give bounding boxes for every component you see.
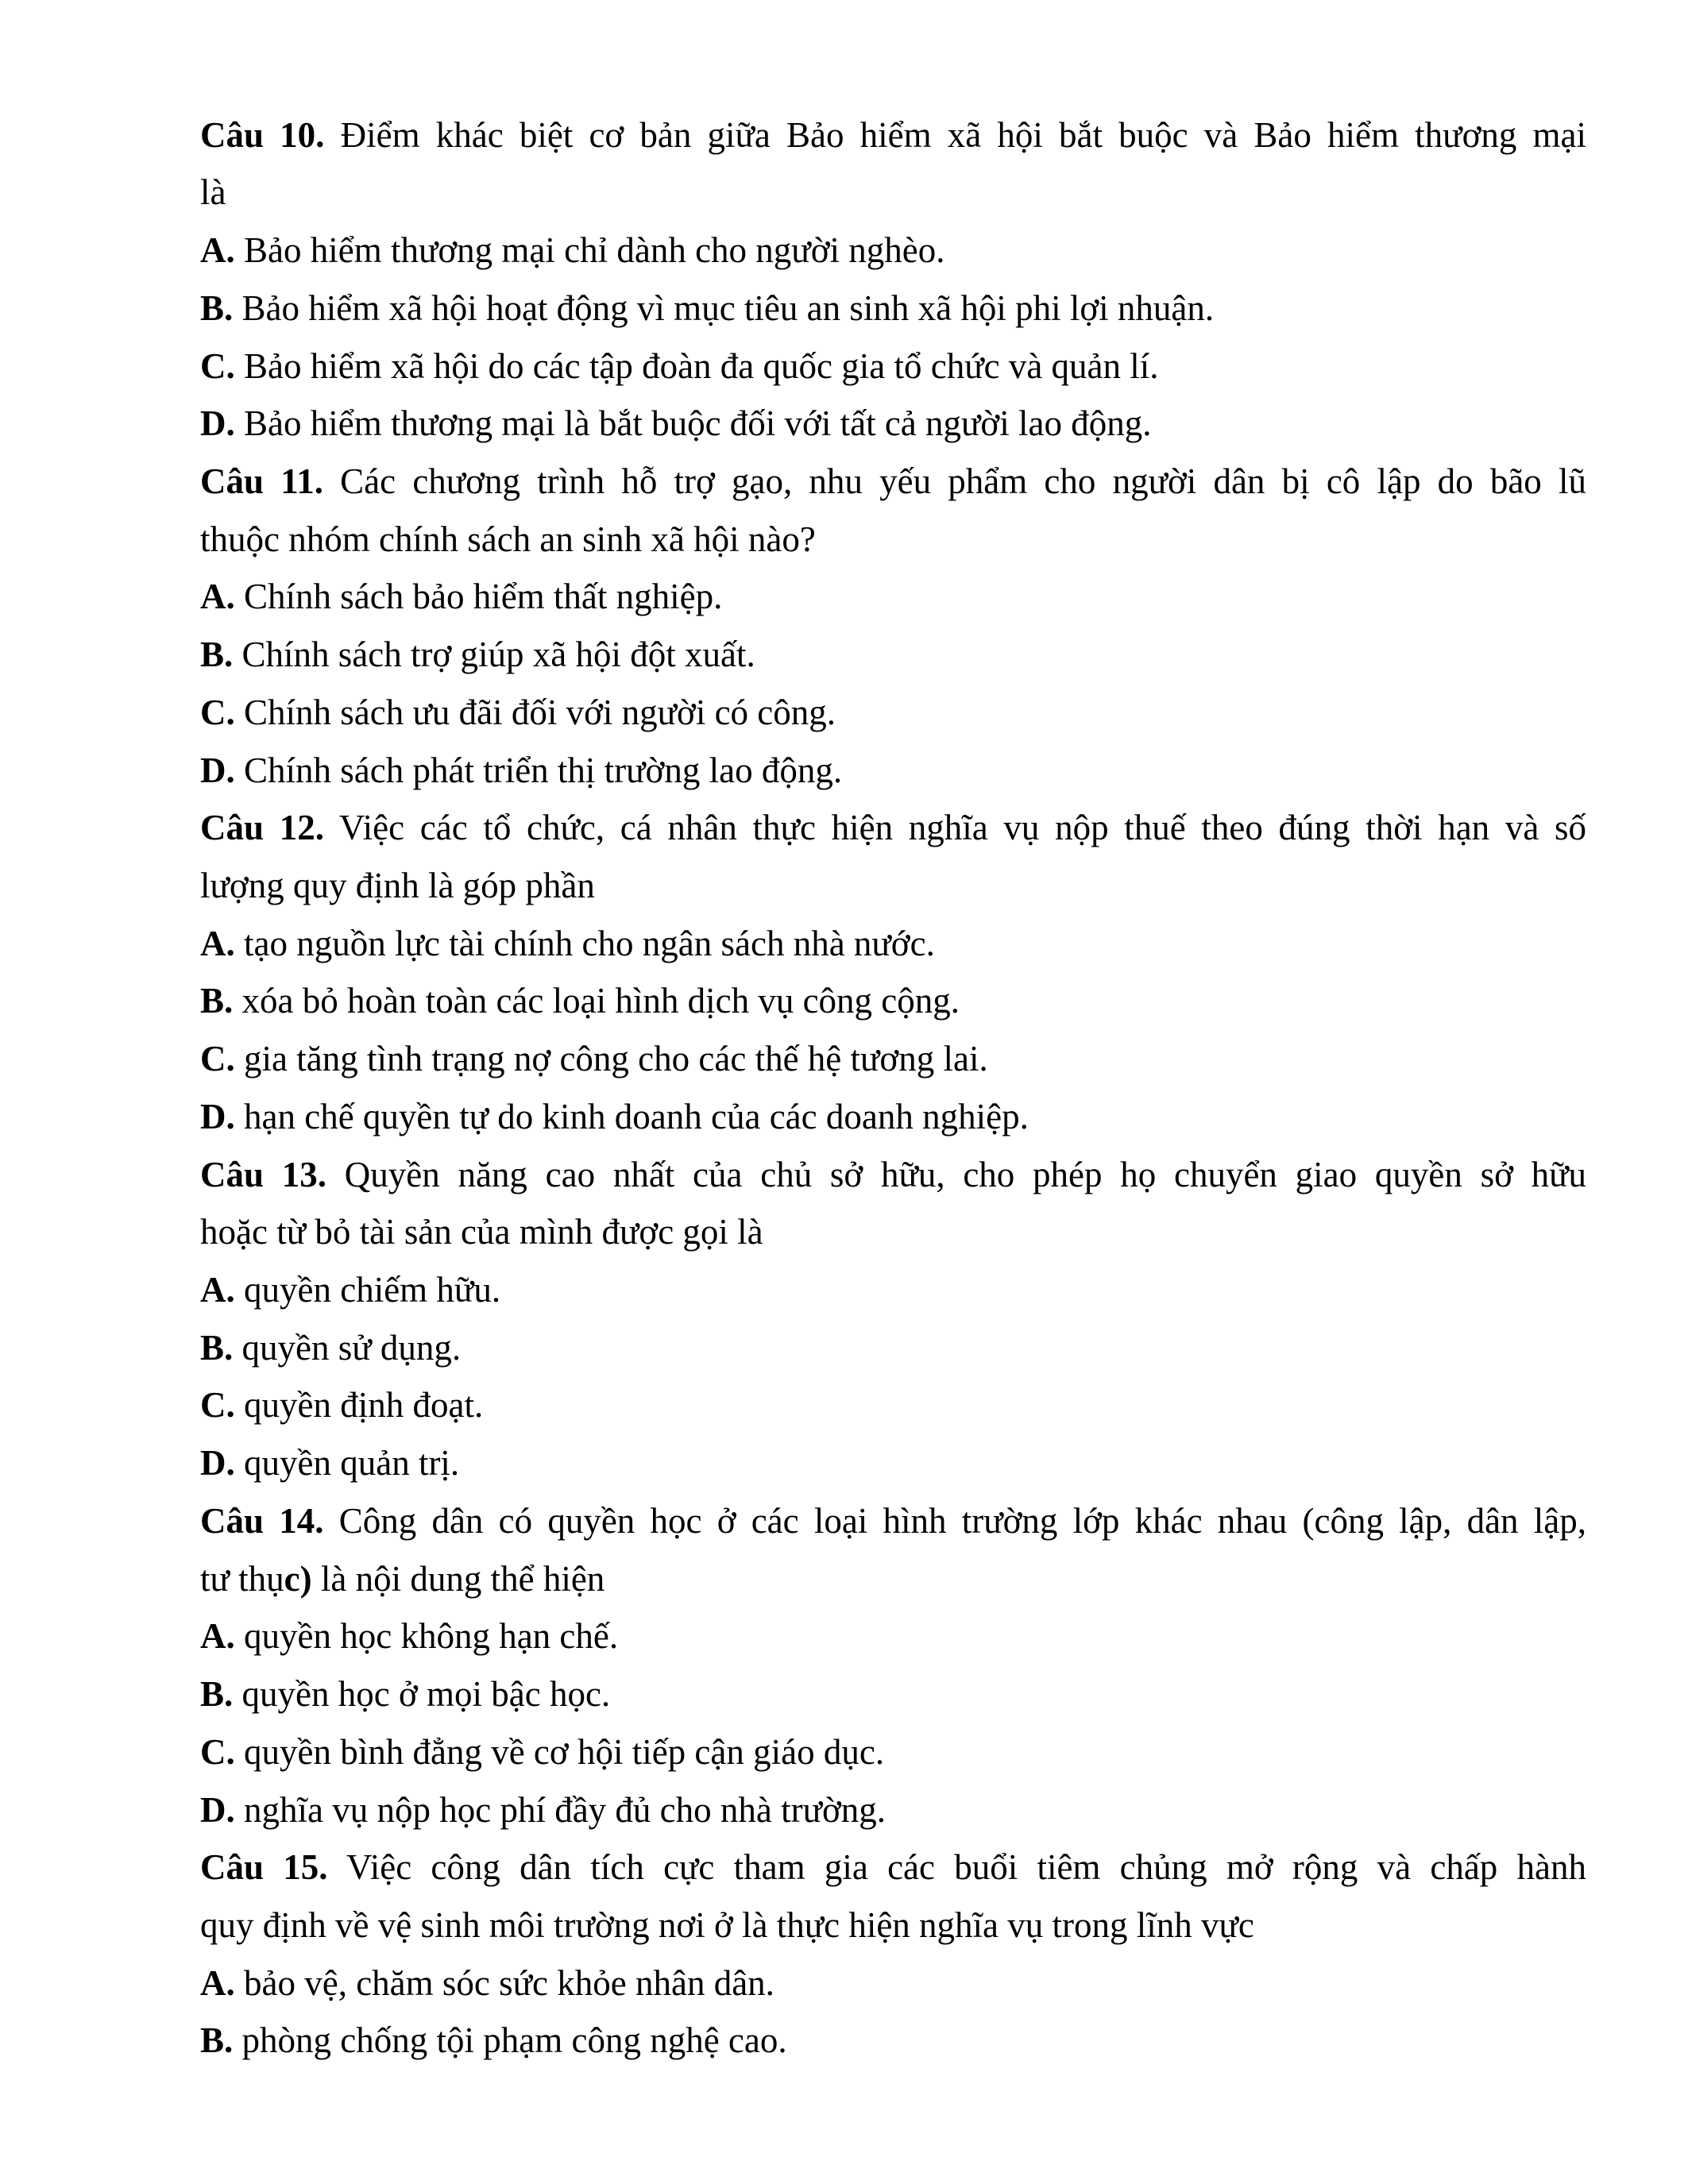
question-13-option-b: B. quyền sử dụng. — [200, 1328, 462, 1368]
question-10-number: Câu 10. — [200, 115, 325, 155]
question-11-number: Câu 11. — [200, 461, 323, 501]
question-10-option-d: D. Bảo hiểm thương mại là bắt buộc đối với tất cả người lao động. — [200, 403, 1152, 443]
question-12-option-c: C. gia tăng tình trạng nợ công cho các thế hệ tương lai. — [200, 1039, 988, 1078]
question-13-stem-line-2: hoặc từ bỏ tài sản của mình được gọi là — [200, 1212, 763, 1252]
question-10-option-b: B. Bảo hiểm xã hội hoạt động vì mục tiêu an sinh xã hội phi lợi nhuận. — [200, 288, 1215, 328]
question-13-option-a: A. quyền chiếm hữu. — [200, 1270, 501, 1310]
question-13-option-d: D. quyền quản trị. — [200, 1443, 460, 1483]
question-14-stem-line-1: Câu 14. Công dân có quyền học ở các loại hình trường lớp khác nhau (công lập, dân lập, — [200, 1501, 1586, 1541]
question-14-option-d: D. nghĩa vụ nộp học phí đầy đủ cho nhà trường. — [200, 1790, 886, 1830]
question-15-option-b: B. phòng chống tội phạm công nghệ cao. — [200, 2020, 787, 2060]
question-13-stem-line-1: Câu 13. Quyền năng cao nhất của chủ sở hữu, cho phép họ chuyển giao quyền sở hữu — [200, 1155, 1586, 1194]
question-12-number: Câu 12. — [200, 808, 324, 847]
question-11-stem-line-1: Câu 11. Các chương trình hỗ trợ gạo, nhu yếu phẩm cho người dân bị cô lập do bão lũ — [200, 461, 1586, 501]
question-13-number: Câu 13. — [200, 1155, 327, 1194]
question-10-stem-line-2: là — [200, 172, 226, 212]
question-10-stem-line-1: Câu 10. Điểm khác biệt cơ bản giữa Bảo hiểm xã hội bắt buộc và Bảo hiểm thương mại — [200, 115, 1586, 155]
question-12-option-d: D. hạn chế quyền tự do kinh doanh của các doanh nghiệp. — [200, 1097, 1029, 1136]
question-14-option-a: A. quyền học không hạn chế. — [200, 1616, 619, 1656]
question-11-stem-line-2: thuộc nhóm chính sách an sinh xã hội nào? — [200, 519, 816, 559]
question-15-number: Câu 15. — [200, 1847, 328, 1887]
question-14-option-b: B. quyền học ở mọi bậc học. — [200, 1674, 611, 1714]
question-12-option-a: A. tạo nguồn lực tài chính cho ngân sách nhà nước. — [200, 924, 935, 963]
question-15-stem-line-2: quy định về vệ sinh môi trường nơi ở là thực hiện nghĩa vụ trong lĩnh vực — [200, 1905, 1254, 1945]
question-11-option-a: A. Chính sách bảo hiểm thất nghiệp. — [200, 577, 723, 616]
question-11-option-b: B. Chính sách trợ giúp xã hội đột xuất. — [200, 635, 755, 674]
question-14-stem-line-2: tư thục) là nội dung thể hiện — [200, 1559, 605, 1599]
question-11-option-c: C. Chính sách ưu đãi đối với người có công. — [200, 693, 836, 732]
question-10-option-a: A. Bảo hiểm thương mại chỉ dành cho người nghèo. — [200, 230, 945, 270]
question-13-option-c: C. quyền định đoạt. — [200, 1385, 484, 1425]
question-11-option-d: D. Chính sách phát triển thị trường lao động. — [200, 751, 843, 790]
question-14-option-c: C. quyền bình đẳng về cơ hội tiếp cận giáo dục. — [200, 1732, 885, 1772]
question-15-option-a: A. bảo vệ, chăm sóc sức khỏe nhân dân. — [200, 1963, 774, 2003]
question-10-option-c: C. Bảo hiểm xã hội do các tập đoàn đa quốc gia tổ chức và quản lí. — [200, 346, 1159, 386]
question-15-stem-line-1: Câu 15. Việc công dân tích cực tham gia các buổi tiêm chủng mở rộng và chấp hành — [200, 1847, 1587, 1887]
question-12-stem-line-2: lượng quy định là góp phần — [200, 866, 595, 905]
question-14-number: Câu 14. — [200, 1501, 324, 1541]
question-12-option-b: B. xóa bỏ hoàn toàn các loại hình dịch vụ công cộng. — [200, 981, 960, 1021]
question-12-stem-line-1: Câu 12. Việc các tổ chức, cá nhân thực hiện nghĩa vụ nộp thuế theo đúng thời hạn và số — [200, 808, 1587, 847]
